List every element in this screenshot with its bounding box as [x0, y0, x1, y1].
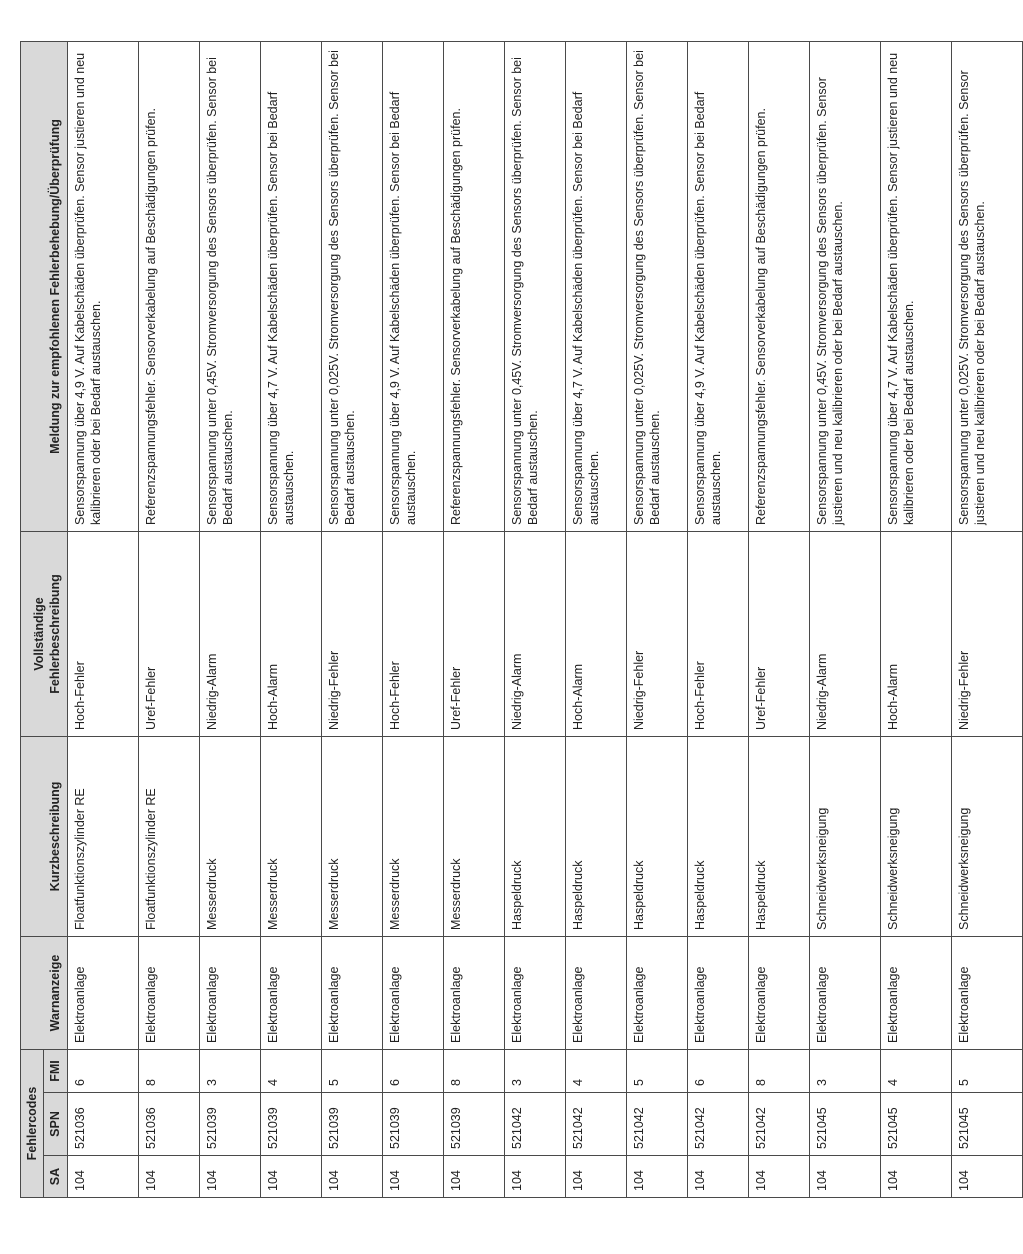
cell-fmi: 3: [199, 1049, 260, 1092]
cell-kurzbeschreibung: Haspeldruck: [565, 736, 626, 936]
table-body: [67, 41, 1022, 1197]
cell-kurzbeschreibung: Floatfunktionszylinder RE: [138, 736, 199, 936]
cell-sa: 104: [67, 1156, 138, 1198]
table-row: [880, 41, 951, 1197]
cell-fmi: 5: [321, 1049, 382, 1092]
cell-warnanzeige: Elektroanlage: [199, 936, 260, 1049]
table-row: [809, 41, 880, 1197]
cell-spn: 521042: [504, 1093, 565, 1156]
header-kurzbeschreibung: Kurzbeschreibung: [21, 736, 68, 936]
cell-kurzbeschreibung: Floatfunktionszylinder RE: [67, 736, 138, 936]
cell-fmi: 8: [138, 1049, 199, 1092]
cell-spn: 521045: [809, 1093, 880, 1156]
cell-warnanzeige: Elektroanlage: [687, 936, 748, 1049]
table-row: [748, 41, 809, 1197]
cell-fmi: 4: [880, 1049, 951, 1092]
cell-sa: 104: [626, 1156, 687, 1198]
cell-warnanzeige: Elektroanlage: [504, 936, 565, 1049]
cell-fehlerbeschreibung: Hoch-Fehler: [687, 531, 748, 736]
cell-sa: 104: [880, 1156, 951, 1198]
cell-kurzbeschreibung: Messerdruck: [382, 736, 443, 936]
cell-meldung: Sensorspannung unter 0,025V. Stromversorgung des Sensors überprüfen. Sensor bei Bedarf austauschen.: [626, 41, 687, 531]
cell-fmi: 3: [809, 1049, 880, 1092]
table-row: [687, 41, 748, 1197]
header-fehlercodes: Fehlercodes: [21, 1049, 44, 1197]
cell-kurzbeschreibung: Haspeldruck: [748, 736, 809, 936]
header-sa: SA: [44, 1156, 67, 1198]
cell-meldung: Sensorspannung unter 0,45V. Stromversorgung des Sensors überprüfen. Sensor bei Bedarf austauschen.: [199, 41, 260, 531]
cell-spn: 521036: [138, 1093, 199, 1156]
cell-sa: 104: [260, 1156, 321, 1198]
cell-fehlerbeschreibung: Hoch-Alarm: [565, 531, 626, 736]
cell-meldung: Sensorspannung über 4,7 V. Auf Kabelschäden überprüfen. Sensor bei Bedarf austauschen.: [260, 41, 321, 531]
cell-sa: 104: [687, 1156, 748, 1198]
table-row: [443, 41, 504, 1197]
cell-kurzbeschreibung: Messerdruck: [321, 736, 382, 936]
cell-fehlerbeschreibung: Uref-Fehler: [443, 531, 504, 736]
cell-fmi: 6: [687, 1049, 748, 1092]
cell-fehlerbeschreibung: Niedrig-Alarm: [199, 531, 260, 736]
cell-fehlerbeschreibung: Niedrig-Fehler: [626, 531, 687, 736]
cell-fehlerbeschreibung: Hoch-Alarm: [880, 531, 951, 736]
cell-meldung: Referenzspannungsfehler. Sensorverkabelung auf Beschädigungen prüfen.: [138, 41, 199, 531]
cell-warnanzeige: Elektroanlage: [138, 936, 199, 1049]
cell-fehlerbeschreibung: Niedrig-Alarm: [809, 531, 880, 736]
cell-warnanzeige: Elektroanlage: [626, 936, 687, 1049]
cell-meldung: Referenzspannungsfehler. Sensorverkabelung auf Beschädigungen prüfen.: [748, 41, 809, 531]
cell-warnanzeige: Elektroanlage: [809, 936, 880, 1049]
table-row: [138, 41, 199, 1197]
cell-spn: 521039: [260, 1093, 321, 1156]
cell-kurzbeschreibung: Messerdruck: [443, 736, 504, 936]
header-warnanzeige: Warnanzeige: [21, 936, 68, 1049]
cell-spn: 521039: [443, 1093, 504, 1156]
header-fmi: FMI: [44, 1049, 67, 1092]
cell-meldung: Referenzspannungsfehler. Sensorverkabelung auf Beschädigungen prüfen.: [443, 41, 504, 531]
table-row: [67, 41, 138, 1197]
table-row: [504, 41, 565, 1197]
cell-spn: 521045: [880, 1093, 951, 1156]
cell-warnanzeige: Elektroanlage: [67, 936, 138, 1049]
cell-fmi: 6: [67, 1049, 138, 1092]
cell-sa: 104: [138, 1156, 199, 1198]
cell-warnanzeige: Elektroanlage: [951, 936, 1022, 1049]
cell-spn: 521039: [382, 1093, 443, 1156]
cell-sa: 104: [565, 1156, 626, 1198]
cell-fmi: 6: [382, 1049, 443, 1092]
cell-fehlerbeschreibung: Uref-Fehler: [748, 531, 809, 736]
cell-kurzbeschreibung: Messerdruck: [260, 736, 321, 936]
cell-fehlerbeschreibung: Uref-Fehler: [138, 531, 199, 736]
cell-warnanzeige: Elektroanlage: [260, 936, 321, 1049]
cell-warnanzeige: Elektroanlage: [321, 936, 382, 1049]
cell-spn: 521042: [565, 1093, 626, 1156]
cell-sa: 104: [809, 1156, 880, 1198]
cell-warnanzeige: Elektroanlage: [880, 936, 951, 1049]
cell-meldung: Sensorspannung über 4,7 V. Auf Kabelschäden überprüfen. Sensor bei Bedarf austauschen.: [565, 41, 626, 531]
header-vollstaendige-fehlerbeschreibung: Vollständige Fehlerbeschreibung: [21, 531, 68, 736]
table-row: [260, 41, 321, 1197]
cell-meldung: Sensorspannung unter 0,025V. Stromversorgung des Sensors überprüfen. Sensor justieren und neu kalibrieren oder bei Bedarf austauschen.: [951, 41, 1022, 531]
cell-spn: 521042: [748, 1093, 809, 1156]
cell-warnanzeige: Elektroanlage: [748, 936, 809, 1049]
cell-spn: 521036: [67, 1093, 138, 1156]
cell-sa: 104: [504, 1156, 565, 1198]
cell-sa: 104: [321, 1156, 382, 1198]
cell-spn: 521045: [951, 1093, 1022, 1156]
cell-kurzbeschreibung: Haspeldruck: [504, 736, 565, 936]
cell-meldung: Sensorspannung über 4,9 V. Auf Kabelschäden überprüfen. Sensor bei Bedarf austauschen.: [382, 41, 443, 531]
cell-fmi: 5: [951, 1049, 1022, 1092]
cell-sa: 104: [382, 1156, 443, 1198]
cell-meldung: Sensorspannung unter 0,45V. Stromversorgung des Sensors überprüfen. Sensor bei Bedarf austauschen.: [504, 41, 565, 531]
cell-warnanzeige: Elektroanlage: [443, 936, 504, 1049]
table-header: [21, 41, 68, 1197]
cell-spn: 521039: [199, 1093, 260, 1156]
fault-code-table: [20, 41, 1023, 1198]
cell-kurzbeschreibung: Haspeldruck: [687, 736, 748, 936]
cell-meldung: Sensorspannung unter 0,45V. Stromversorgung des Sensors überprüfen. Sensor justieren und neu kalibrieren oder bei Bedarf austauschen.: [809, 41, 880, 531]
cell-sa: 104: [951, 1156, 1022, 1198]
cell-fmi: 3: [504, 1049, 565, 1092]
cell-sa: 104: [199, 1156, 260, 1198]
cell-fehlerbeschreibung: Hoch-Fehler: [67, 531, 138, 736]
cell-fehlerbeschreibung: Hoch-Fehler: [382, 531, 443, 736]
cell-meldung: Sensorspannung über 4,9 V. Auf Kabelschäden überprüfen. Sensor bei Bedarf austauschen.: [687, 41, 748, 531]
cell-sa: 104: [443, 1156, 504, 1198]
cell-kurzbeschreibung: Schneidwerksneigung: [880, 736, 951, 936]
cell-meldung: Sensorspannung über 4,7 V. Auf Kabelschäden überprüfen. Sensor justieren und neu kalibrieren oder bei Bedarf austauschen.: [880, 41, 951, 531]
cell-fmi: 5: [626, 1049, 687, 1092]
cell-warnanzeige: Elektroanlage: [382, 936, 443, 1049]
cell-kurzbeschreibung: Schneidwerksneigung: [951, 736, 1022, 936]
cell-fmi: 4: [260, 1049, 321, 1092]
table-row: [626, 41, 687, 1197]
cell-fehlerbeschreibung: Hoch-Alarm: [260, 531, 321, 736]
cell-fehlerbeschreibung: Niedrig-Fehler: [321, 531, 382, 736]
rotated-page: [20, 42, 987, 1198]
cell-spn: 521042: [626, 1093, 687, 1156]
cell-fmi: 8: [443, 1049, 504, 1092]
cell-spn: 521039: [321, 1093, 382, 1156]
cell-kurzbeschreibung: Schneidwerksneigung: [809, 736, 880, 936]
cell-kurzbeschreibung: Messerdruck: [199, 736, 260, 936]
cell-kurzbeschreibung: Haspeldruck: [626, 736, 687, 936]
cell-meldung: Sensorspannung über 4,9 V. Auf Kabelschäden überprüfen. Sensor justieren und neu kalibrieren oder bei Bedarf austauschen.: [67, 41, 138, 531]
cell-meldung: Sensorspannung unter 0,025V. Stromversorgung des Sensors überprüfen. Sensor bei Bedarf austauschen.: [321, 41, 382, 531]
table-row: [951, 41, 1022, 1197]
table-row: [199, 41, 260, 1197]
cell-fehlerbeschreibung: Niedrig-Alarm: [504, 531, 565, 736]
cell-warnanzeige: Elektroanlage: [565, 936, 626, 1049]
cell-fmi: 8: [748, 1049, 809, 1092]
cell-spn: 521042: [687, 1093, 748, 1156]
table-row: [565, 41, 626, 1197]
cell-sa: 104: [748, 1156, 809, 1198]
table-row: [321, 41, 382, 1197]
header-meldung: Meldung zur empfohlenen Fehlerbehebung/Überprüfung: [21, 41, 68, 531]
cell-fmi: 4: [565, 1049, 626, 1092]
header-spn: SPN: [44, 1093, 67, 1156]
table-row: [382, 41, 443, 1197]
cell-fehlerbeschreibung: Niedrig-Fehler: [951, 531, 1022, 736]
